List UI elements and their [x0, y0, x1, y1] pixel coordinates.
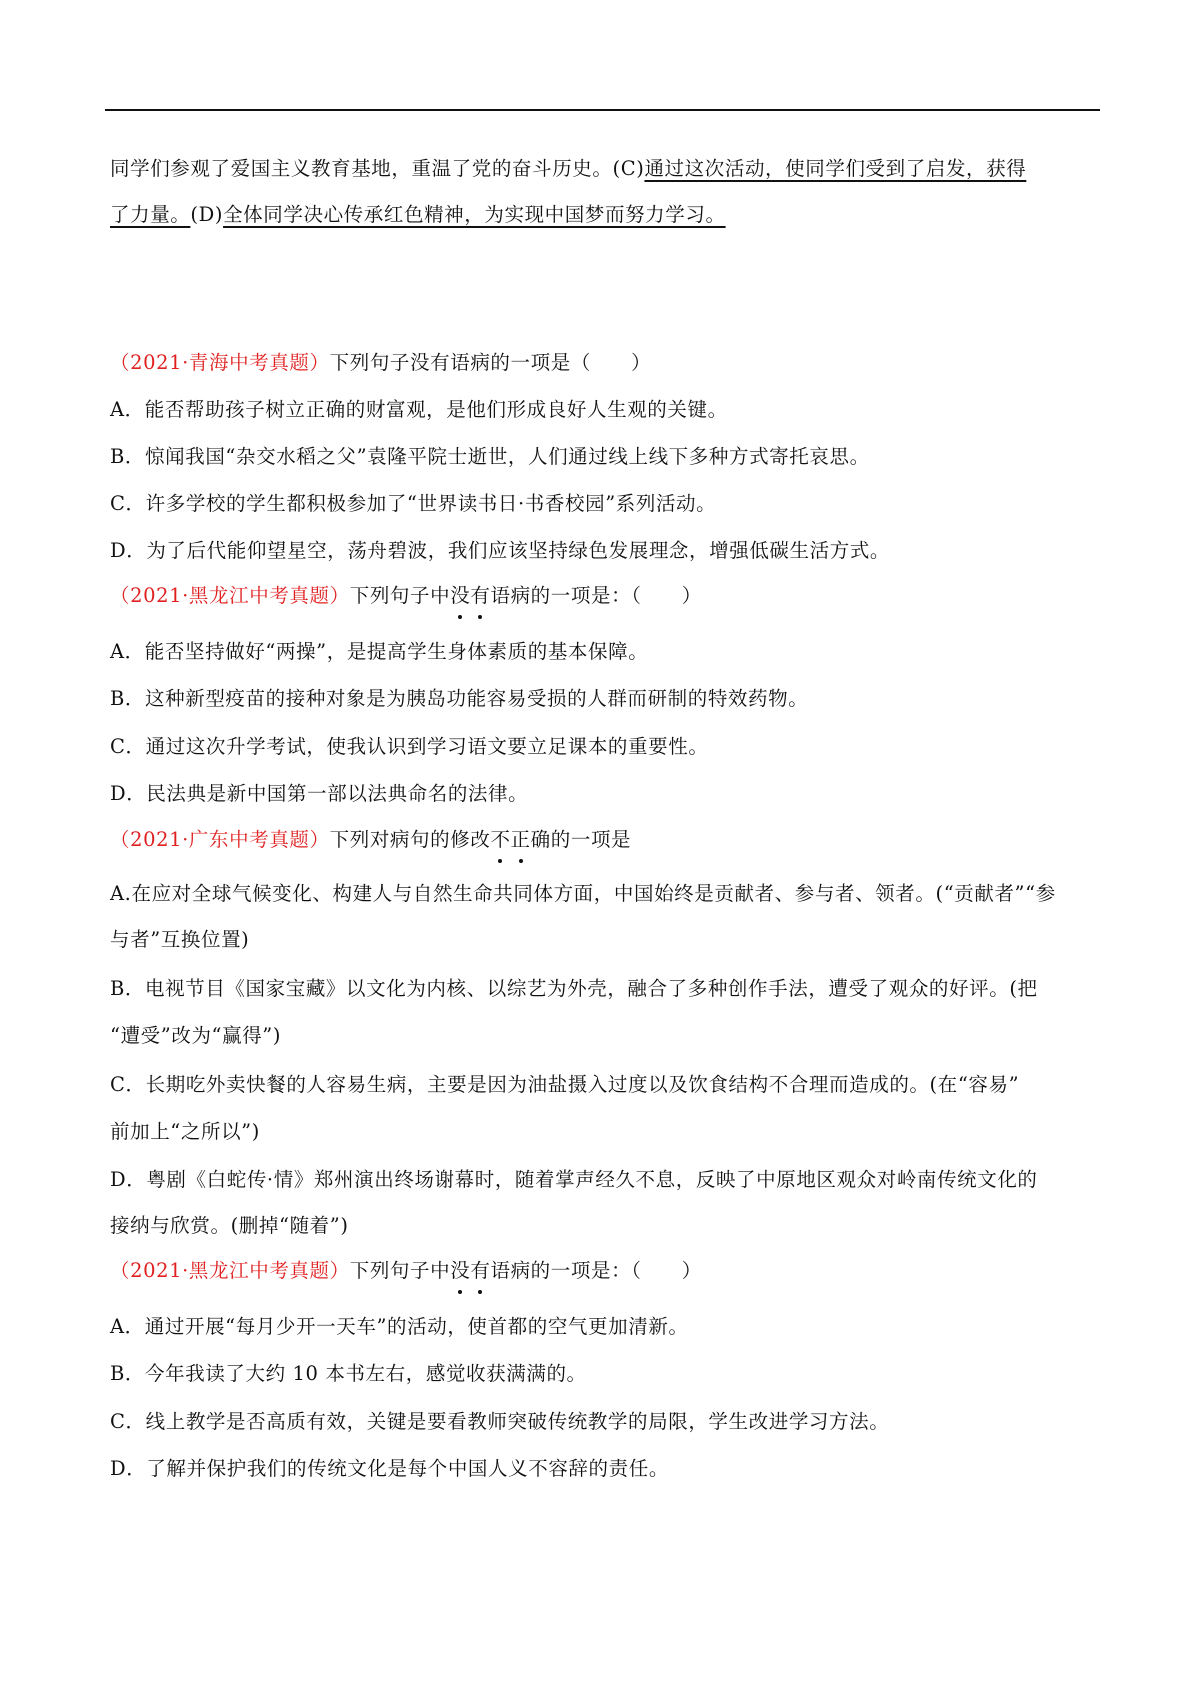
emphasis-char: 有	[470, 1257, 490, 1285]
question-stem-start: 下列对病句的修改	[329, 828, 491, 851]
question-stem-end: 语病的一项是：（ ）	[490, 1259, 702, 1282]
underlined-sentence-d: 全体同学决心传承红色精神，为实现中国梦而努力学习。	[223, 203, 726, 226]
continued-line-1	[110, 155, 1026, 183]
underlined-sentence-c: 通过这次活动，使同学们受到了启发，获得	[644, 157, 1027, 180]
emphasis-char: 正	[511, 826, 531, 854]
question-stem: 下列句子没有语病的一项是（ ）	[329, 351, 652, 374]
question-3-option-d-cont: 接纳与欣赏。(删掉“随着”)	[110, 1214, 349, 1237]
question-stem-start: 下列句子中	[349, 1259, 451, 1282]
question-source: （2021·黑龙江中考真题）	[110, 1259, 350, 1282]
question-1-option-d: D．为了后代能仰望星空，荡舟碧波，我们应该坚持绿色发展理念，增强低碳生活方式。	[110, 539, 891, 562]
question-4-stem	[110, 1257, 702, 1285]
question-source: （2021·广东中考真题）	[110, 828, 330, 851]
continued-line-2	[110, 201, 726, 229]
continued-text: 同学们参观了爱国主义教育基地，重温了党的奋斗历史。(C)	[110, 157, 645, 180]
question-4-option-d: D．了解并保护我们的传统文化是每个中国人义不容辞的责任。	[110, 1457, 669, 1480]
question-4-option-c: C．线上教学是否高质有效，关键是要看教师突破传统教学的局限，学生改进学习方法。	[110, 1410, 890, 1433]
question-1-stem	[110, 349, 651, 377]
question-source: （2021·青海中考真题）	[110, 351, 330, 374]
question-stem-start: 下列句子中	[349, 584, 451, 607]
sentence-marker-d: (D)	[190, 203, 224, 226]
question-2-option-b: B．这种新型疫苗的接种对象是为胰岛功能容易受损的人群而研制的特效药物。	[110, 687, 809, 710]
question-source: （2021·黑龙江中考真题）	[110, 584, 350, 607]
question-stem-end: 确的一项是	[530, 828, 632, 851]
question-2-option-a: A．能否坚持做好“两操”，是提高学生身体素质的基本保障。	[110, 640, 649, 663]
question-3-option-c-cont: 前加上“之所以”)	[110, 1120, 260, 1143]
emphasis-char: 有	[470, 582, 490, 610]
question-1-option-a: A．能否帮助孩子树立正确的财富观，是他们形成良好人生观的关键。	[110, 398, 728, 421]
question-3-option-d: D．粤剧《白蛇传·情》郑州演出终场谢幕时，随着掌声经久不息，反映了中原地区观众对岭南传统文化的	[110, 1168, 1038, 1191]
question-4-option-b: B．今年我读了大约 10 本书左右，感觉收获满满的。	[110, 1362, 587, 1385]
emphasis-char: 没	[450, 1257, 470, 1285]
question-3-option-b: B．电视节目《国家宝藏》以文化为内核、以综艺为外壳，融合了多种创作手法，遭受了观众的好评。(把	[110, 977, 1038, 1000]
question-2-option-c: C．通过这次升学考试，使我认识到学习语文要立足课本的重要性。	[110, 735, 709, 758]
question-3-option-a-cont: 与者”互换位置)	[110, 928, 250, 951]
question-stem-end: 语病的一项是：（ ）	[490, 584, 702, 607]
question-2-stem	[110, 582, 702, 610]
question-1-option-b: B．惊闻我国“杂交水稻之父”袁隆平院士逝世，人们通过线上线下多种方式寄托哀思。	[110, 445, 870, 468]
emphasis-char: 不	[490, 826, 510, 854]
question-3-option-c: C．长期吃外卖快餐的人容易生病，主要是因为油盐摄入过度以及饮食结构不合理而造成的。(在“容易”	[110, 1073, 1020, 1096]
header-rule	[105, 109, 1100, 111]
question-1-option-c: C．许多学校的学生都积极参加了“世界读书日·书香校园”系列活动。	[110, 492, 717, 515]
question-3-option-b-cont: “遭受”改为“赢得”)	[110, 1024, 282, 1047]
question-3-stem	[110, 826, 631, 854]
question-2-option-d: D．民法典是新中国第一部以法典命名的法律。	[110, 782, 529, 805]
question-4-option-a: A．通过开展“每月少开一天车”的活动，使首都的空气更加清新。	[110, 1315, 689, 1338]
underlined-sentence-c-end: 了力量。	[110, 203, 191, 226]
question-3-option-a: A.在应对全球气候变化、构建人与自然生命共同体方面，中国始终是贡献者、参与者、领者。(“贡献者”“参	[110, 882, 1056, 905]
emphasis-char: 没	[450, 582, 470, 610]
